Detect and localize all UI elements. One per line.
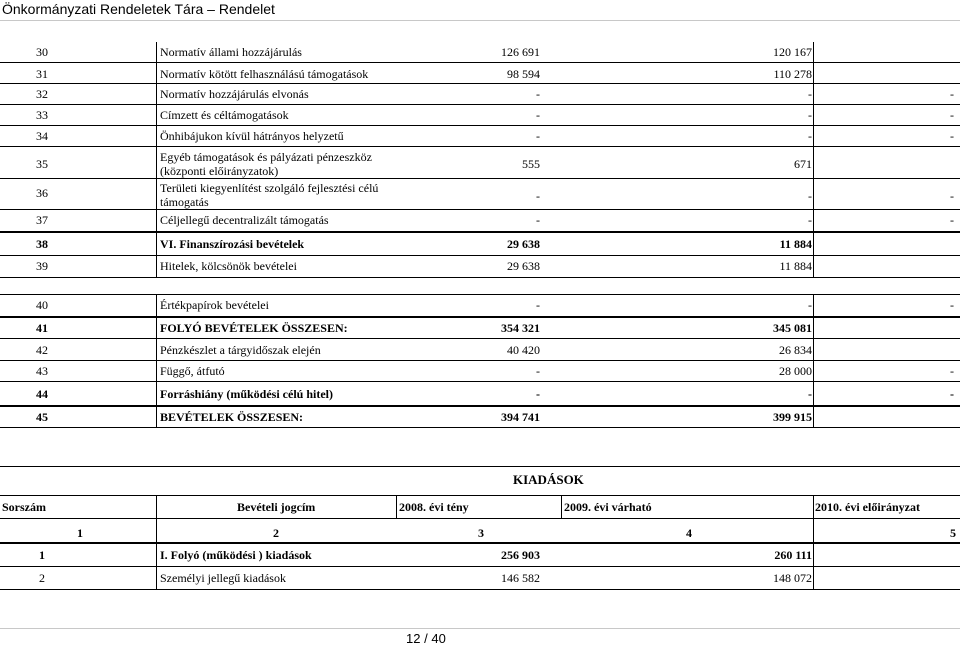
colnum-4: 4 bbox=[686, 526, 692, 540]
value-2008: 29 638 bbox=[507, 237, 540, 251]
header-2008: 2008. évi tény bbox=[399, 500, 469, 514]
row-number: 1 bbox=[39, 548, 45, 562]
value-2008: - bbox=[536, 108, 540, 122]
value-2008: - bbox=[536, 364, 540, 378]
row-label: Normatív állami hozzájárulás bbox=[160, 45, 302, 59]
page-total: 40 bbox=[431, 631, 446, 646]
row-number: 32 bbox=[36, 87, 48, 101]
value-2010: - bbox=[950, 87, 954, 101]
value-2008: - bbox=[536, 298, 540, 312]
row-number: 41 bbox=[36, 321, 48, 335]
row-number: 42 bbox=[36, 343, 48, 357]
row-number: 45 bbox=[36, 410, 48, 424]
grid-line bbox=[0, 62, 960, 63]
grid-line bbox=[0, 338, 960, 339]
grid-line bbox=[0, 542, 960, 544]
value-2008: - bbox=[536, 87, 540, 101]
value-2008: 256 903 bbox=[501, 548, 540, 562]
value-2009: 345 081 bbox=[773, 321, 812, 335]
value-2009: 26 834 bbox=[779, 343, 812, 357]
row-label: Személyi jellegű kiadások bbox=[160, 571, 286, 585]
section-title: KIADÁSOK bbox=[513, 472, 584, 487]
value-2009: - bbox=[808, 129, 812, 143]
header-2010: 2010. évi előirányzat bbox=[815, 500, 920, 514]
row-number: 40 bbox=[36, 298, 48, 312]
header-2009: 2009. évi várható bbox=[564, 500, 652, 514]
grid-line bbox=[561, 495, 562, 518]
value-2009: 671 bbox=[794, 157, 812, 171]
row-label: I. Folyó (működési ) kiadások bbox=[160, 548, 312, 562]
value-2010: - bbox=[950, 129, 954, 143]
row-label: Céljellegű decentralizált támogatás bbox=[160, 213, 329, 227]
grid-line bbox=[0, 277, 960, 278]
grid-line bbox=[0, 518, 960, 519]
grid-line bbox=[813, 42, 814, 231]
colnum-5: 5 bbox=[950, 526, 956, 540]
value-2008: - bbox=[536, 189, 540, 203]
value-2010: - bbox=[950, 387, 954, 401]
colnum-1: 1 bbox=[77, 526, 83, 540]
value-2008: 354 321 bbox=[501, 321, 540, 335]
grid-line bbox=[0, 294, 960, 295]
grid-line bbox=[0, 146, 960, 147]
grid-line bbox=[0, 316, 960, 318]
colnum-3: 3 bbox=[478, 526, 484, 540]
value-2009: 120 167 bbox=[773, 45, 812, 59]
grid-line bbox=[0, 405, 960, 407]
row-label: BEVÉTELEK ÖSSZESEN: bbox=[160, 410, 304, 424]
value-2009: 399 915 bbox=[773, 410, 812, 424]
value-2010: - bbox=[950, 108, 954, 122]
value-2009: 11 884 bbox=[779, 259, 812, 273]
grid-line bbox=[0, 360, 960, 361]
grid-line bbox=[813, 295, 814, 428]
grid-line bbox=[0, 495, 960, 496]
colnum-2: 2 bbox=[273, 526, 279, 540]
row-number: 30 bbox=[36, 45, 48, 59]
value-2010: - bbox=[950, 189, 954, 203]
row-label: Normatív hozzájárulás elvonás bbox=[160, 87, 309, 101]
grid-line bbox=[0, 589, 960, 590]
header-jogcim: Bevételi jogcím bbox=[237, 500, 316, 514]
value-2008: 126 691 bbox=[501, 45, 540, 59]
value-2009: 11 884 bbox=[779, 237, 812, 251]
value-2009: 148 072 bbox=[773, 571, 812, 585]
value-2009: 260 111 bbox=[774, 548, 812, 562]
grid-line bbox=[0, 381, 960, 382]
grid-line bbox=[0, 427, 960, 428]
grid-line bbox=[156, 495, 157, 589]
value-2009: - bbox=[808, 298, 812, 312]
grid-line bbox=[813, 495, 814, 589]
value-2008: 394 741 bbox=[501, 410, 540, 424]
row-label: Önhibájukon kívül hátrányos helyzetű bbox=[160, 129, 344, 143]
pager-bar bbox=[0, 628, 960, 644]
row-label-line2: támogatás bbox=[160, 195, 209, 209]
row-label: Forráshiány (működési célú hitel) bbox=[160, 387, 333, 401]
row-label: Értékpapírok bevételei bbox=[160, 298, 269, 312]
row-number: 31 bbox=[36, 67, 48, 81]
row-label-line2: (központi előirányzatok) bbox=[160, 164, 279, 178]
row-number: 36 bbox=[36, 186, 48, 200]
value-2010: - bbox=[950, 213, 954, 227]
grid-line bbox=[0, 566, 960, 567]
value-2009: 28 000 bbox=[779, 364, 812, 378]
grid-line bbox=[156, 295, 157, 428]
grid-line bbox=[0, 255, 960, 256]
row-label: VI. Finanszírozási bevételek bbox=[160, 237, 305, 251]
value-2009: - bbox=[808, 108, 812, 122]
value-2010: - bbox=[950, 298, 954, 312]
value-2008: - bbox=[536, 129, 540, 143]
row-label-line1: Területi kiegyenlítést szolgáló fejlesztési célú bbox=[160, 181, 379, 195]
value-2008: - bbox=[536, 387, 540, 401]
footer-divider bbox=[0, 628, 960, 629]
value-2009: - bbox=[808, 87, 812, 101]
row-number: 43 bbox=[36, 364, 48, 378]
row-label: FOLYÓ BEVÉTELEK ÖSSZESEN: bbox=[160, 321, 348, 335]
row-number: 2 bbox=[39, 571, 45, 585]
header-sorszam: Sorszám bbox=[2, 500, 46, 514]
row-label: Függő, átfutó bbox=[160, 364, 225, 378]
page-current: 12 bbox=[406, 631, 421, 646]
value-2009: 110 278 bbox=[773, 67, 812, 81]
value-2009: - bbox=[808, 189, 812, 203]
window-title: Önkormányzati Rendeletek Tára – Rendelet bbox=[0, 0, 960, 21]
row-number: 39 bbox=[36, 259, 48, 273]
row-label: Hitelek, kölcsönök bevételei bbox=[160, 259, 297, 273]
value-2008: - bbox=[536, 213, 540, 227]
value-2009: - bbox=[808, 387, 812, 401]
row-label: Címzett és céltámogatások bbox=[160, 108, 289, 122]
page-separator: / bbox=[424, 631, 428, 646]
row-number: 34 bbox=[36, 129, 48, 143]
value-2010: - bbox=[950, 364, 954, 378]
row-number: 44 bbox=[36, 387, 48, 401]
grid-line bbox=[156, 42, 157, 231]
row-number: 37 bbox=[36, 213, 48, 227]
row-label: Pénzkészlet a tárgyidőszak elején bbox=[160, 343, 321, 357]
grid-line bbox=[0, 466, 960, 467]
row-label-line1: Egyéb támogatások és pályázati pénzeszköz bbox=[160, 150, 372, 164]
grid-line bbox=[0, 178, 960, 179]
value-2008: 98 594 bbox=[507, 67, 540, 81]
grid-line bbox=[396, 495, 397, 518]
value-2009: - bbox=[808, 213, 812, 227]
grid-line bbox=[0, 209, 960, 210]
grid-line bbox=[0, 125, 960, 126]
grid-line bbox=[0, 104, 960, 105]
row-number: 35 bbox=[36, 157, 48, 171]
value-2008: 40 420 bbox=[507, 343, 540, 357]
value-2008: 555 bbox=[522, 157, 540, 171]
value-2008: 29 638 bbox=[507, 259, 540, 273]
value-2008: 146 582 bbox=[501, 571, 540, 585]
grid-line bbox=[0, 83, 960, 84]
row-number: 33 bbox=[36, 108, 48, 122]
row-label: Normatív kötött felhasználású támogatások bbox=[160, 67, 369, 81]
grid-line bbox=[0, 231, 960, 233]
row-number: 38 bbox=[36, 237, 48, 251]
